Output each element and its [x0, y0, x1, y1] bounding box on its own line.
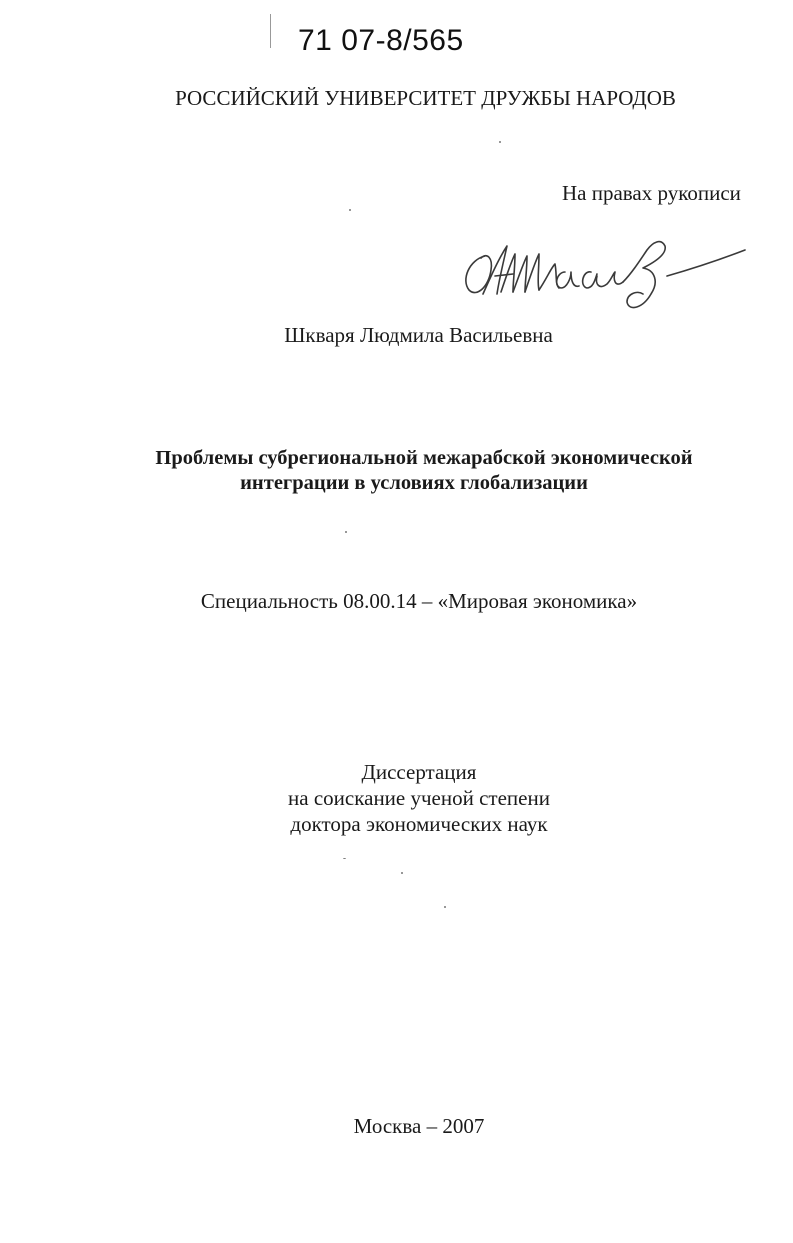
title-line-1: Проблемы субрегиональной межарабской экономической — [155, 447, 693, 469]
scan-speck — [499, 141, 501, 143]
title-line-2: интеграции в условиях глобализации — [240, 472, 588, 494]
scan-speck — [343, 858, 346, 859]
place-and-year: Москва – 2007 — [353, 1114, 485, 1138]
scan-speck — [345, 531, 347, 533]
scan-speck — [444, 906, 446, 908]
dissertation-title — [0, 446, 793, 496]
scan-speck — [401, 872, 403, 874]
degree-line-2: на соискание ученой степени — [288, 786, 550, 810]
signature-icon — [455, 228, 755, 328]
specialty: Специальность 08.00.14 – «Мировая экономика» — [200, 589, 638, 613]
scan-speck — [349, 209, 351, 211]
scan-speck — [270, 14, 271, 48]
degree-statement — [0, 759, 793, 837]
catalog-number: 71 07-8/565 — [298, 24, 464, 57]
degree-line-1: Диссертация — [361, 760, 477, 784]
manuscript-rights-note: На правах рукописи — [562, 181, 741, 205]
university-name: РОССИЙСКИЙ УНИВЕРСИТЕТ ДРУЖБЫ НАРОДОВ — [175, 86, 676, 110]
degree-line-3: доктора экономических наук — [290, 812, 548, 836]
author-name: Шкваря Людмила Васильевна — [284, 323, 553, 347]
